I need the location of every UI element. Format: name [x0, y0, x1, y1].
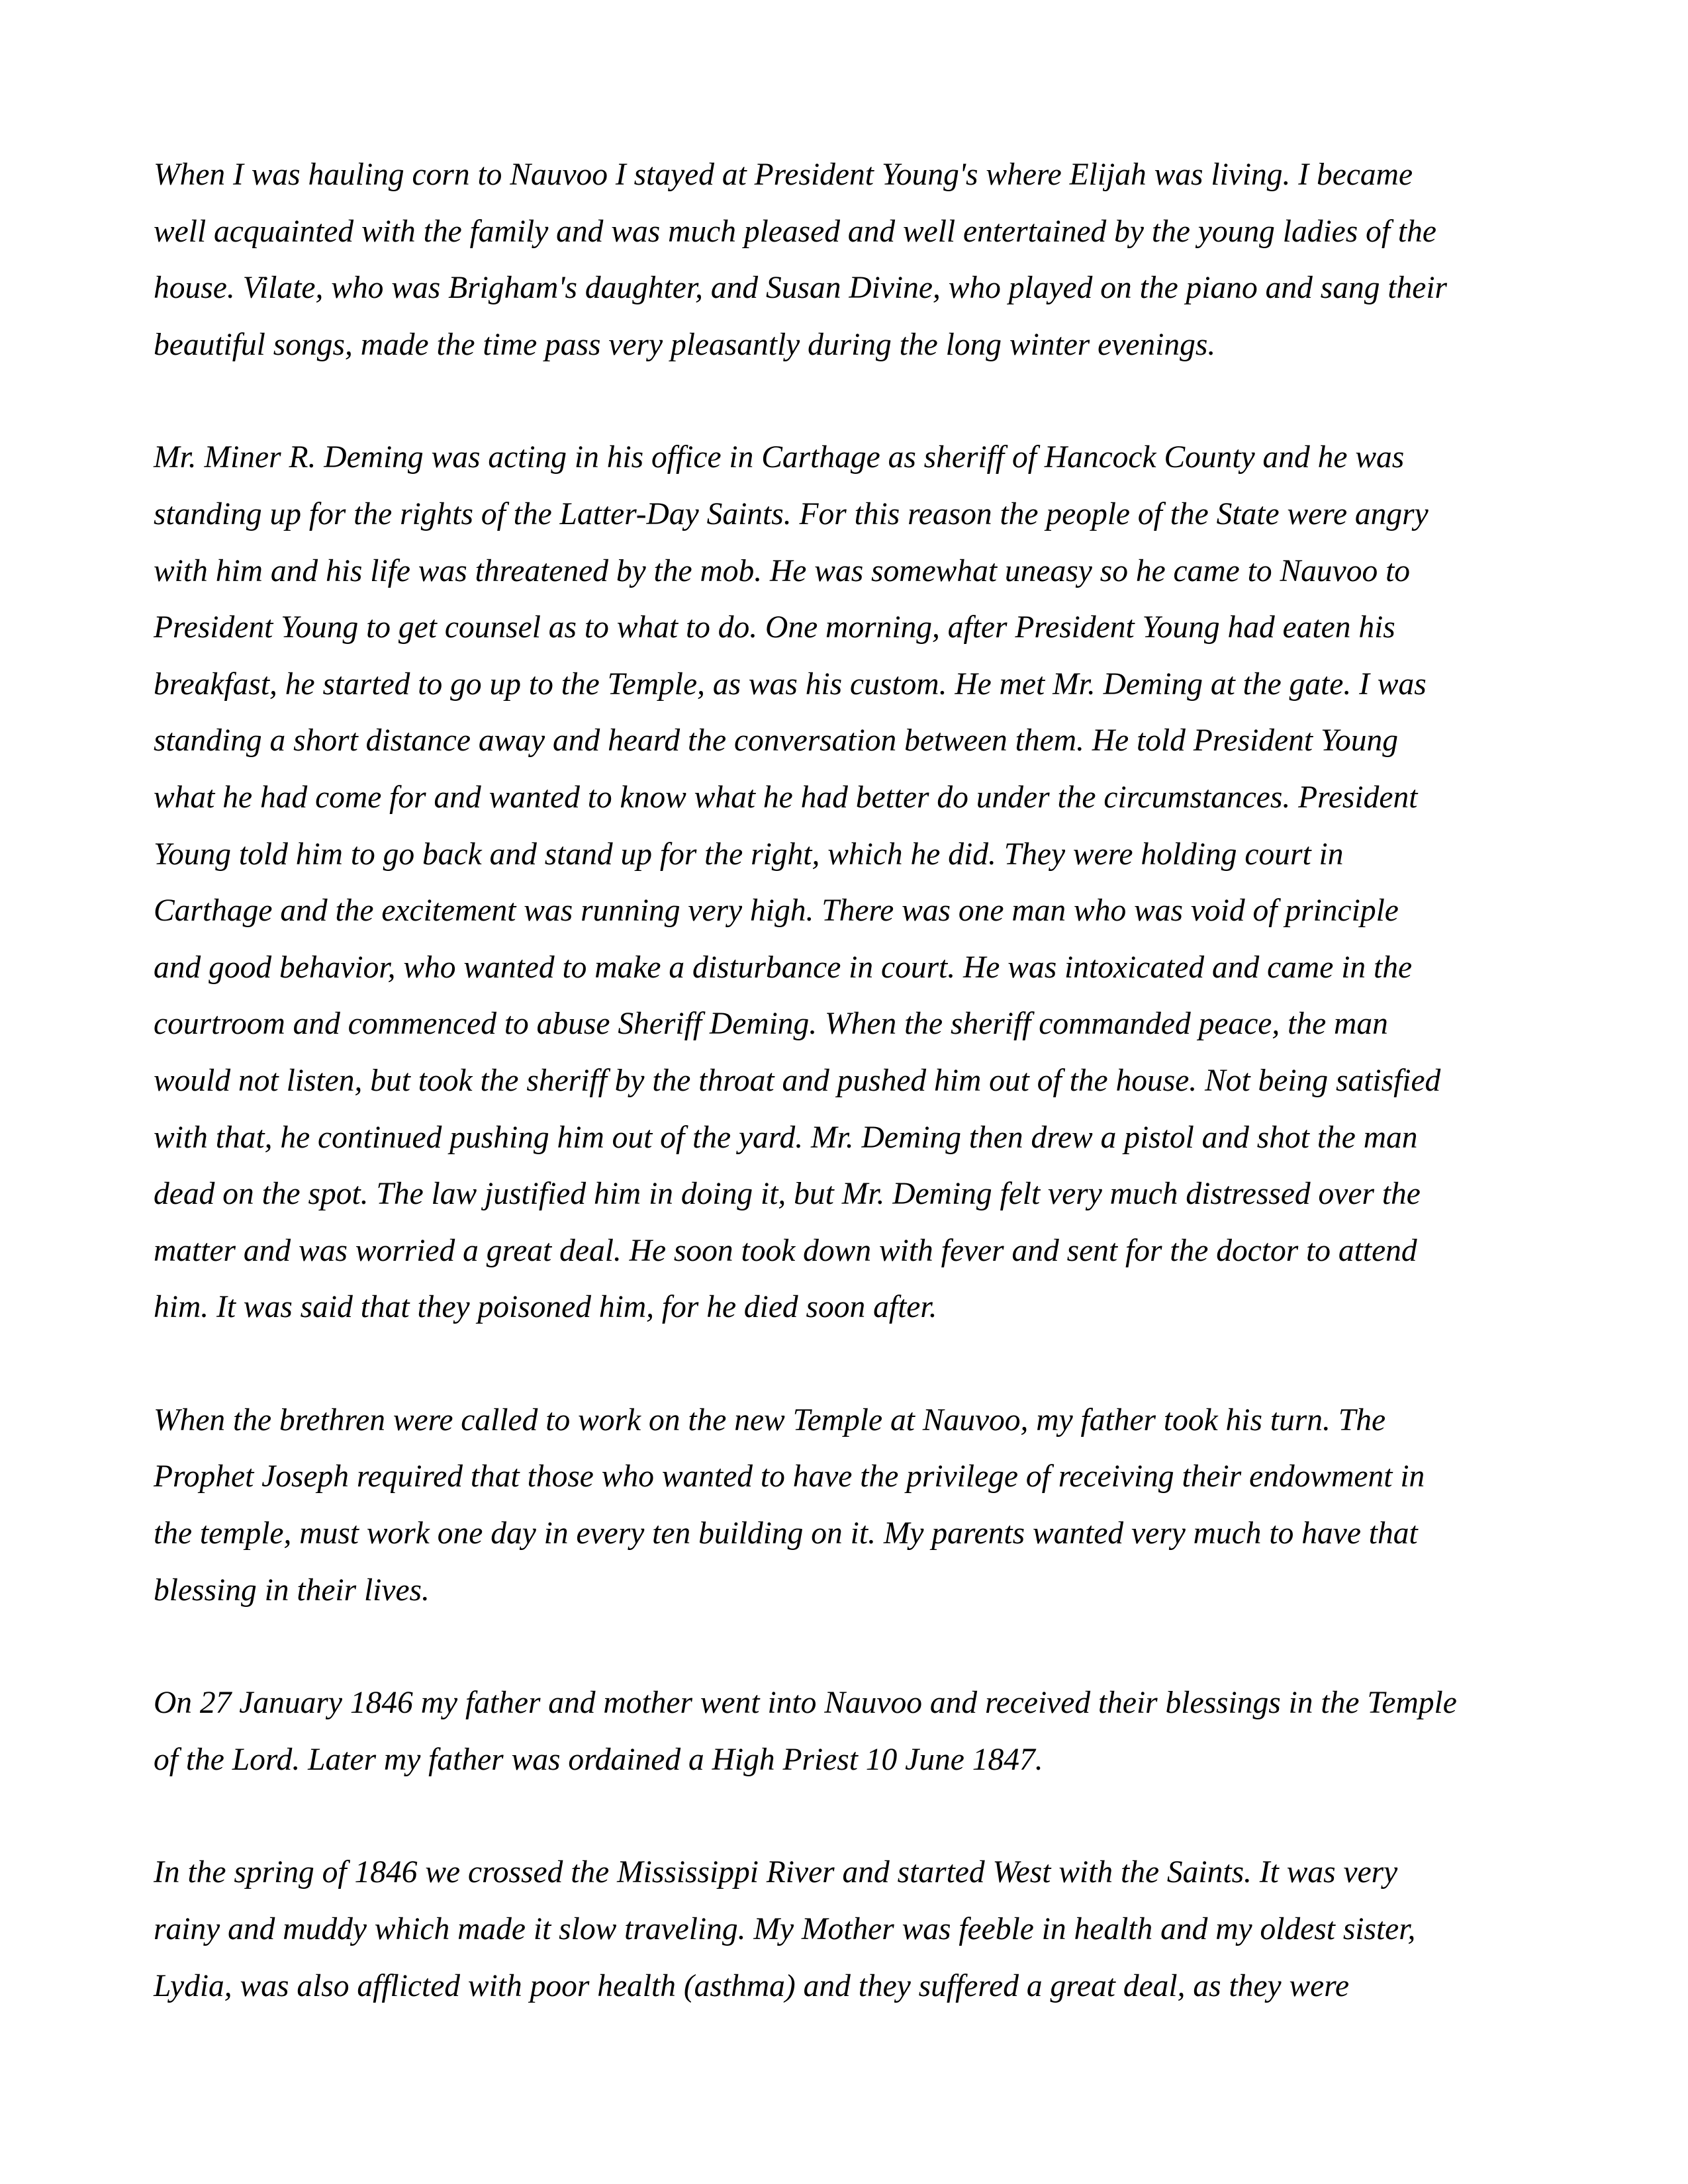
text-line: standing a short distance away and heard the conversation between them. He told President Young	[154, 723, 1399, 758]
text-line: In the spring of 1846 we crossed the Mississippi River and started West with the Saints. It was very	[154, 1855, 1398, 1890]
paragraph-2	[154, 430, 1537, 1336]
text-line: house. Vilate, who was Brigham's daughter, and Susan Divine, who played on the piano and sang their	[154, 271, 1448, 306]
text-line: courtroom and commenced to abuse Sheriff Deming. When the sheriff commanded peace, the man	[154, 1007, 1388, 1042]
text-line: dead on the spot. The law justified him in doing it, but Mr. Deming felt very much distressed over the	[154, 1177, 1421, 1212]
text-line: Lydia, was also afflicted with poor health (asthma) and they suffered a great deal, as they were	[154, 1968, 1350, 2003]
text-line: When the brethren were called to work on the new Temple at Nauvoo, my father took his turn. The	[154, 1402, 1386, 1437]
text-line: President Young to get counsel as to what to do. One morning, after President Young had eaten his	[154, 610, 1395, 645]
text-line: and good behavior, who wanted to make a disturbance in court. He was intoxicated and came in the	[154, 950, 1413, 985]
text-line: blessing in their lives.	[154, 1572, 430, 1608]
text-line: When I was hauling corn to Nauvoo I stayed at President Young's where Elijah was living. I became	[154, 158, 1413, 192]
text-line: him. It was said that they poisoned him, for he died soon after.	[154, 1290, 937, 1325]
paragraph-5	[154, 1844, 1537, 2015]
text-line: of the Lord. Later my father was ordained a High Priest 10 June 1847.	[154, 1742, 1043, 1777]
text-line: the temple, must work one day in every ten building on it. My parents wanted very much to have that	[154, 1516, 1418, 1551]
text-line: with him and his life was threatened by the mob. He was somewhat uneasy so he came to Nauvoo to	[154, 553, 1411, 588]
text-line: what he had come for and wanted to know what he had better do under the circumstances. President	[154, 780, 1418, 815]
text-line: beautiful songs, made the time pass very pleasantly during the long winter evenings.	[154, 327, 1216, 362]
text-line: Mr. Miner R. Deming was acting in his office in Carthage as sheriff of Hancock County and he was	[154, 440, 1405, 475]
text-line: with that, he continued pushing him out of the yard. Mr. Deming then drew a pistol and shot the man	[154, 1120, 1418, 1155]
text-line: Young told him to go back and stand up for the right, which he did. They were holding court in	[154, 837, 1344, 872]
text-line: rainy and muddy which made it slow traveling. My Mother was feeble in health and my oldest sister,	[154, 1912, 1416, 1947]
text-line: breakfast, he started to go up to the Temple, as was his custom. He met Mr. Deming at the gate. I was	[154, 666, 1427, 702]
text-line: On 27 January 1846 my father and mother went into Nauvoo and received their blessings in the Temple	[154, 1686, 1457, 1721]
text-line: Prophet Joseph required that those who wanted to have the privilege of receiving their endowment in	[154, 1459, 1425, 1494]
text-line: matter and was worried a great deal. He soon took down with fever and sent for the doctor to attend	[154, 1233, 1417, 1268]
text-line: would not listen, but took the sheriff by the throat and pushed him out of the house. Not being satisfied	[154, 1063, 1441, 1098]
paragraph-4	[154, 1675, 1537, 1788]
paragraph-3	[154, 1392, 1537, 1619]
text-line: standing up for the rights of the Latter-Day Saints. For this reason the people of the State were angry	[154, 496, 1429, 531]
document-body	[154, 147, 1537, 2071]
text-line: well acquainted with the family and was much pleased and well entertained by the young ladies of the	[154, 214, 1436, 249]
text-line: Carthage and the excitement was running very high. There was one man who was void of principle	[154, 893, 1399, 929]
paragraph-1	[154, 147, 1537, 373]
